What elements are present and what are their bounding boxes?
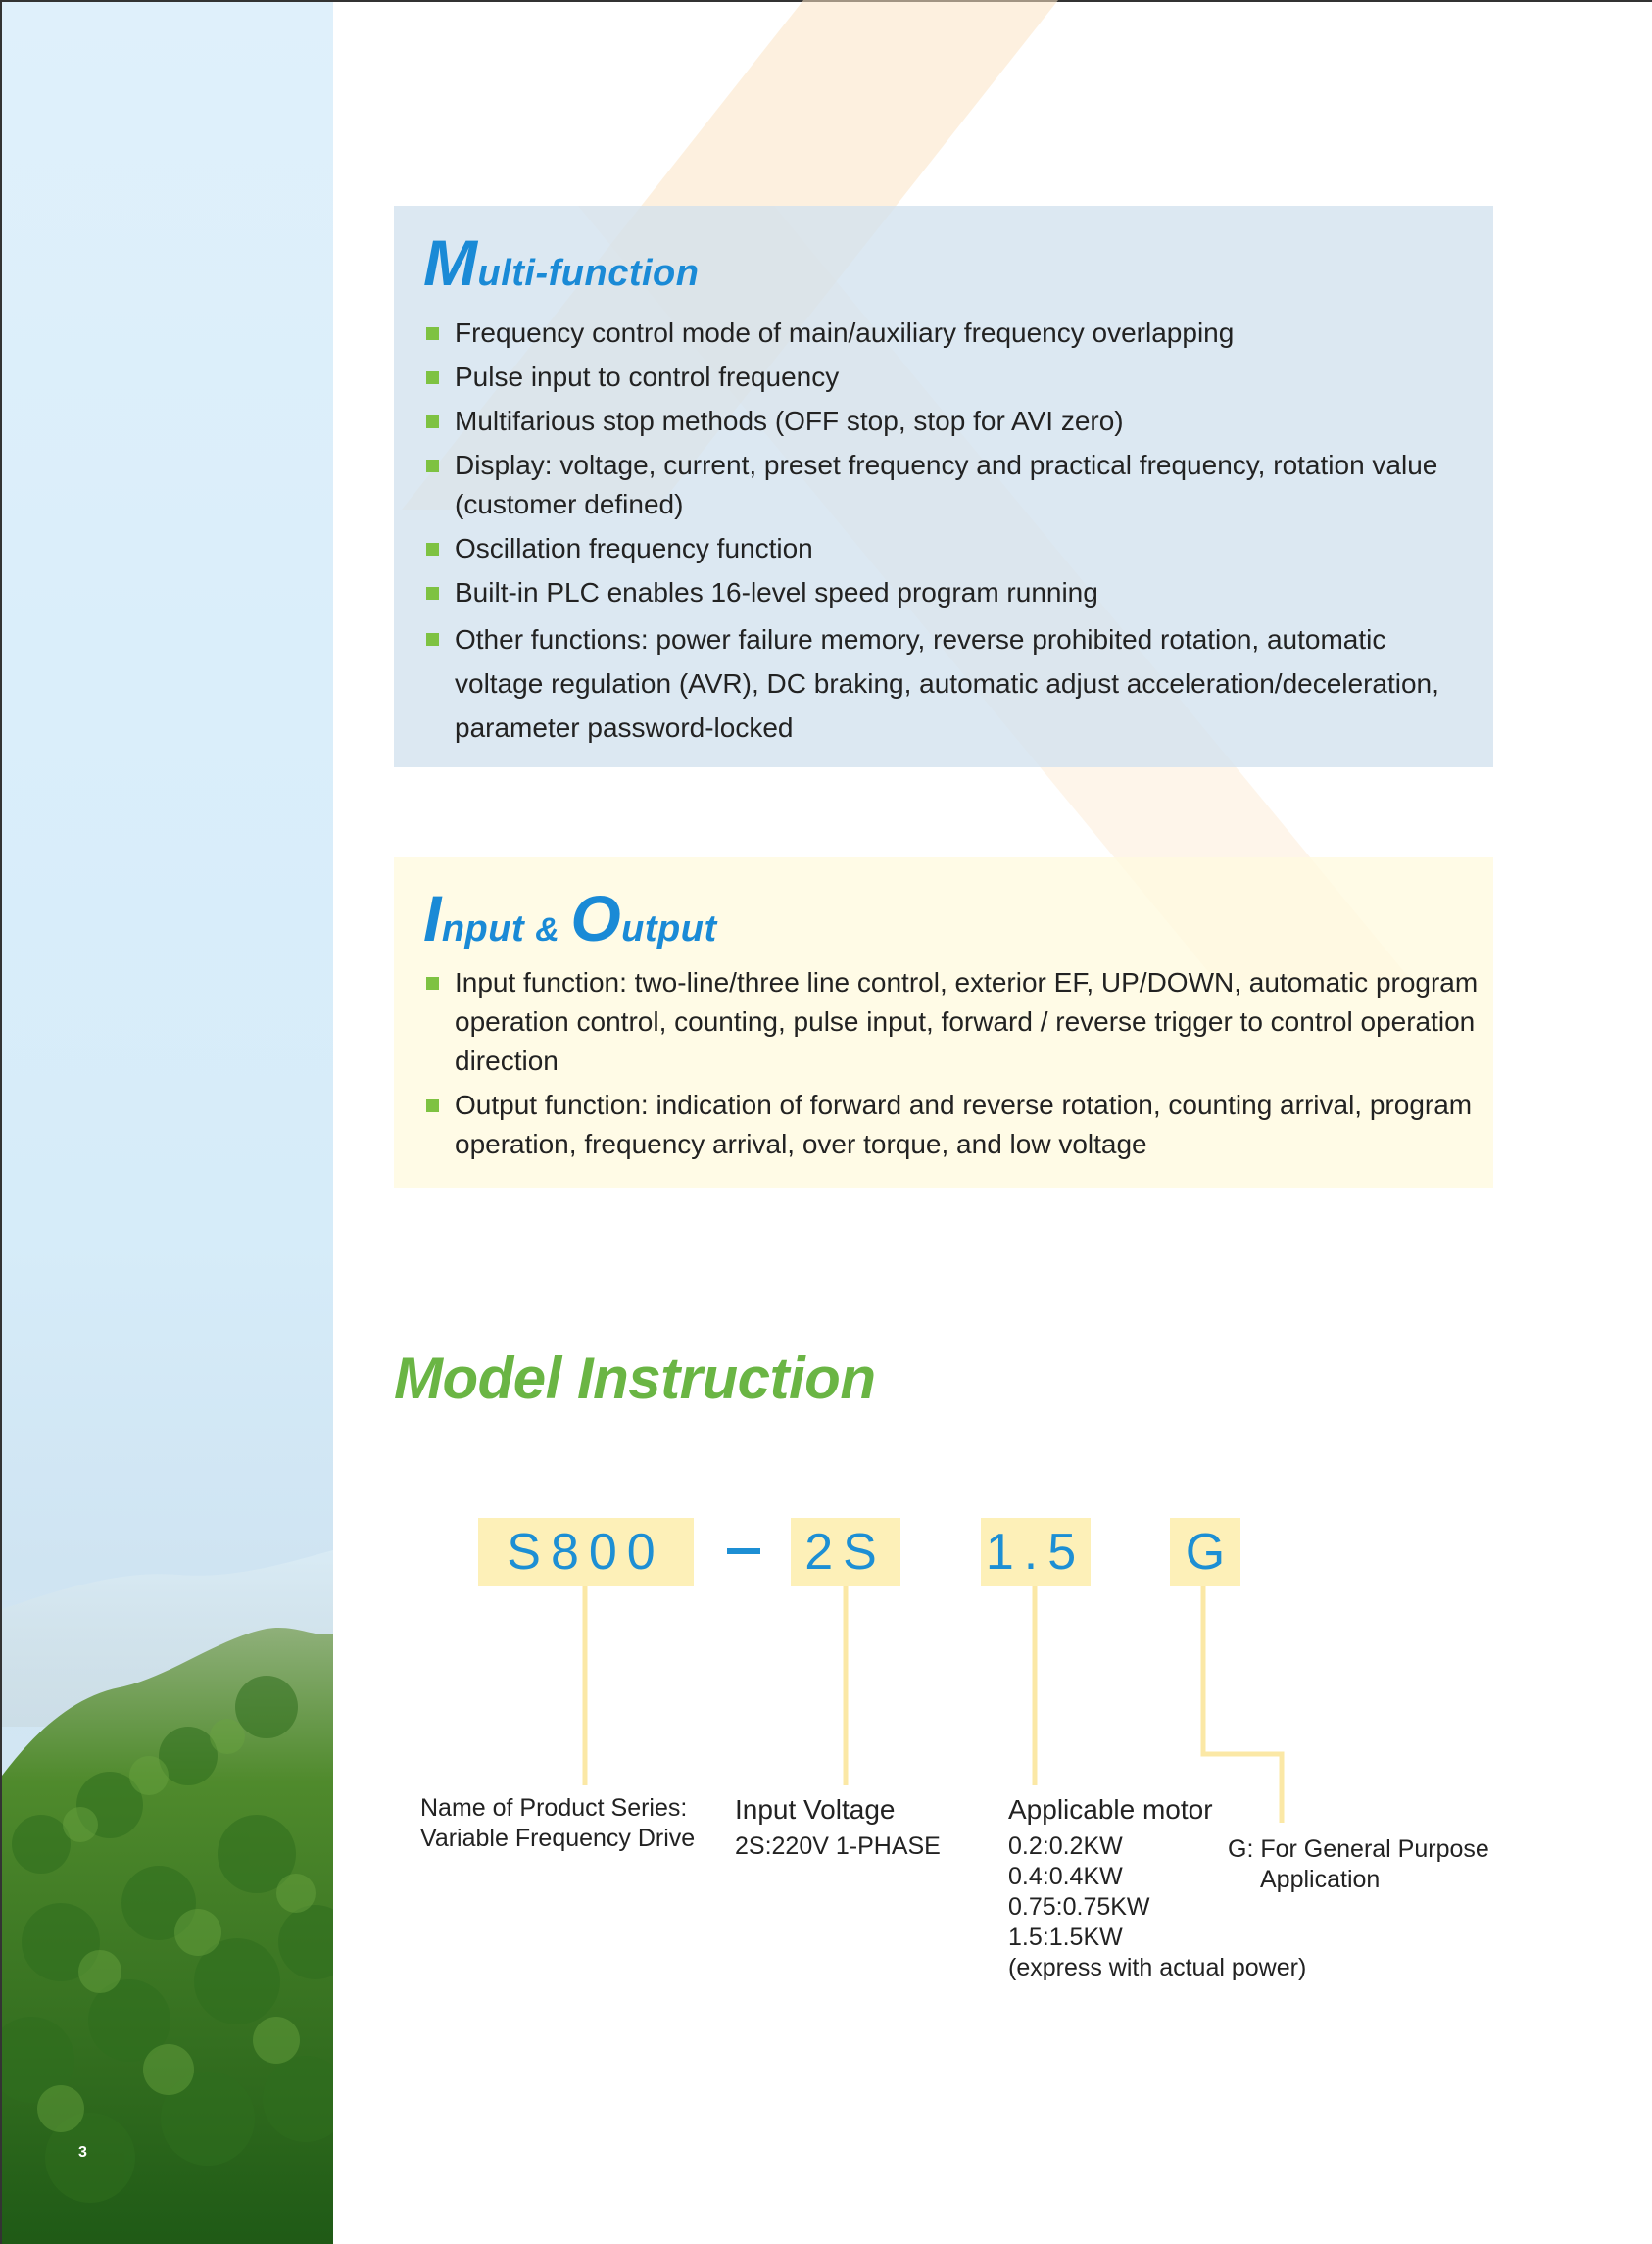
- list-item: Output function: indication of forward and reverse rotation, counting arrival, program operation, frequency arrival, over torque, and low voltage: [423, 1086, 1482, 1164]
- list-item: Input function: two-line/three line control, exterior EF, UP/DOWN, automatic program operation control, counting, pulse input, forward / reverse trigger to control operation direction: [423, 963, 1482, 1081]
- voltage-label-group: Input Voltage 2S:220V 1-PHASE: [735, 1794, 941, 1860]
- code-power-box: 1.5: [981, 1518, 1091, 1586]
- model-instruction-title: Model Instruction: [394, 1345, 876, 1411]
- code-voltage-box: 2S: [791, 1518, 900, 1586]
- series-label: Name of Product Series: Variable Frequency Drive: [420, 1794, 696, 1852]
- code-use-box: G: [1170, 1518, 1240, 1586]
- list-item: Display: voltage, current, preset frequency and practical frequency, rotation value (customer defined): [423, 446, 1482, 524]
- heading-initial: M: [423, 226, 478, 299]
- list-item: Other functions: power failure memory, reverse prohibited rotation, automatic voltage regulation (AVR), DC braking, automatic adjust acceleration/deceleration, parameter password-locked: [423, 617, 1482, 750]
- heading-rest: utput: [621, 908, 717, 950]
- code-series-box: S800: [478, 1518, 694, 1586]
- motor-label-group: Applicable motor 0.2:0.2KW 0.4:0.4KW 0.75:0.75KW 1.5:1.5KW (express with actual power): [1008, 1794, 1307, 1981]
- list-item: Built-in PLC enables 16-level speed program running: [423, 573, 1482, 612]
- heading-rest: nput: [441, 908, 525, 950]
- heading-ampersand: &: [535, 911, 560, 949]
- heading-rest: ulti-function: [477, 253, 700, 294]
- page-number: 3: [78, 2144, 87, 2161]
- list-item: Multifarious stop methods (OFF stop, stop for AVI zero): [423, 402, 1482, 441]
- heading-initial: O: [570, 882, 622, 954]
- list-item: Oscillation frequency function: [423, 529, 1482, 568]
- heading-initial: I: [423, 882, 442, 954]
- use-label-group: G: For General Purpose Application: [1228, 1835, 1489, 1893]
- list-item: Frequency control mode of main/auxiliary frequency overlapping: [423, 314, 1482, 353]
- list-item: Pulse input to control frequency: [423, 358, 1482, 397]
